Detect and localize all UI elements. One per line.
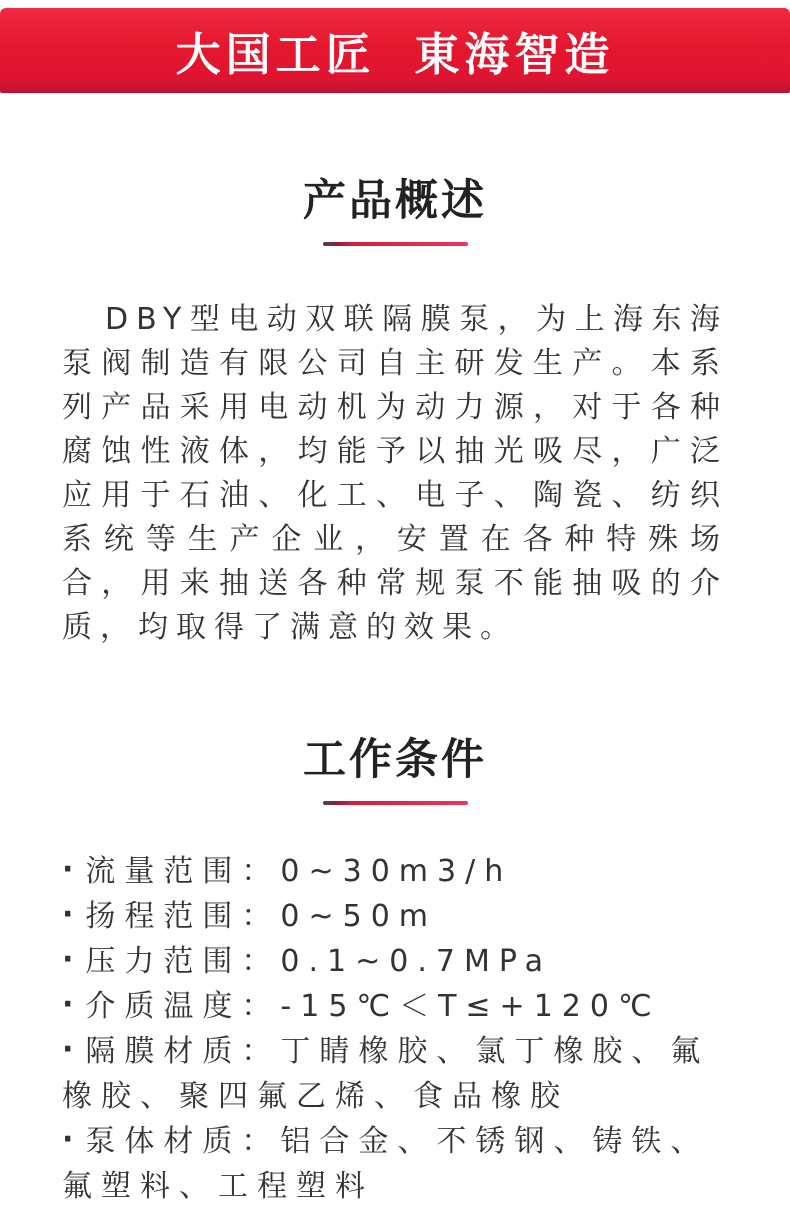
product-detail-page (0, 8, 790, 1225)
spec-list (62, 849, 730, 1209)
spec-item-diaphragm-material (62, 1029, 730, 1119)
working-conditions-section-title: 工作条件 (303, 735, 487, 785)
working-conditions-section (0, 726, 790, 1209)
spec-item-text: 泵体材质：铝合金、不锈钢、铸铁、氟塑料、工程塑料 (62, 1124, 710, 1204)
bullet-dot-icon: · (62, 942, 74, 977)
bullet-dot-icon: · (62, 852, 74, 887)
bullet-dot-icon: · (62, 987, 74, 1022)
bullet-dot-icon: · (62, 1122, 74, 1157)
spec-item-pump-body-material (62, 1119, 730, 1209)
overview-section (0, 167, 790, 650)
spec-item-text: 介质温度：-15℃＜T≤+120℃ (85, 989, 661, 1024)
spec-item-head-range (62, 894, 730, 939)
spec-item-medium-temperature (62, 984, 730, 1029)
brand-banner (0, 8, 790, 93)
overview-section-title: 产品概述 (303, 176, 487, 226)
overview-title-underline (323, 242, 468, 246)
banner-title: 大国工匠 東海智造 (175, 28, 615, 81)
bullet-dot-icon: · (62, 1032, 74, 1067)
working-conditions-title-underline (323, 801, 468, 805)
bullet-dot-icon: · (62, 897, 74, 932)
overview-paragraph: DBY型电动双联隔膜泵，为上海东海泵阀制造有限公司自主研发生产。本系列产品采用电动机为动力源，对于各种腐蚀性液体，均能予以抽光吸尽，广泛应用于石油、化工、电子、陶瓷、纺织系统等生产企业，安置在各种特殊场合，用来抽送各种常规泵不能抽吸的介质，均取得了满意的效果。 (62, 302, 728, 645)
spec-item-text: 压力范围：0.1~0.7MPa (85, 944, 552, 979)
spec-item-pressure-range (62, 939, 730, 984)
spec-item-text: 扬程范围：0~50m (85, 899, 438, 934)
spec-item-text: 隔膜材质：丁睛橡胶、氯丁橡胶、氟橡胶、聚四氟乙烯、食品橡胶 (62, 1034, 710, 1114)
spec-item-flow-range (62, 849, 730, 894)
spec-item-text: 流量范围：0~30m3/h (85, 854, 513, 889)
